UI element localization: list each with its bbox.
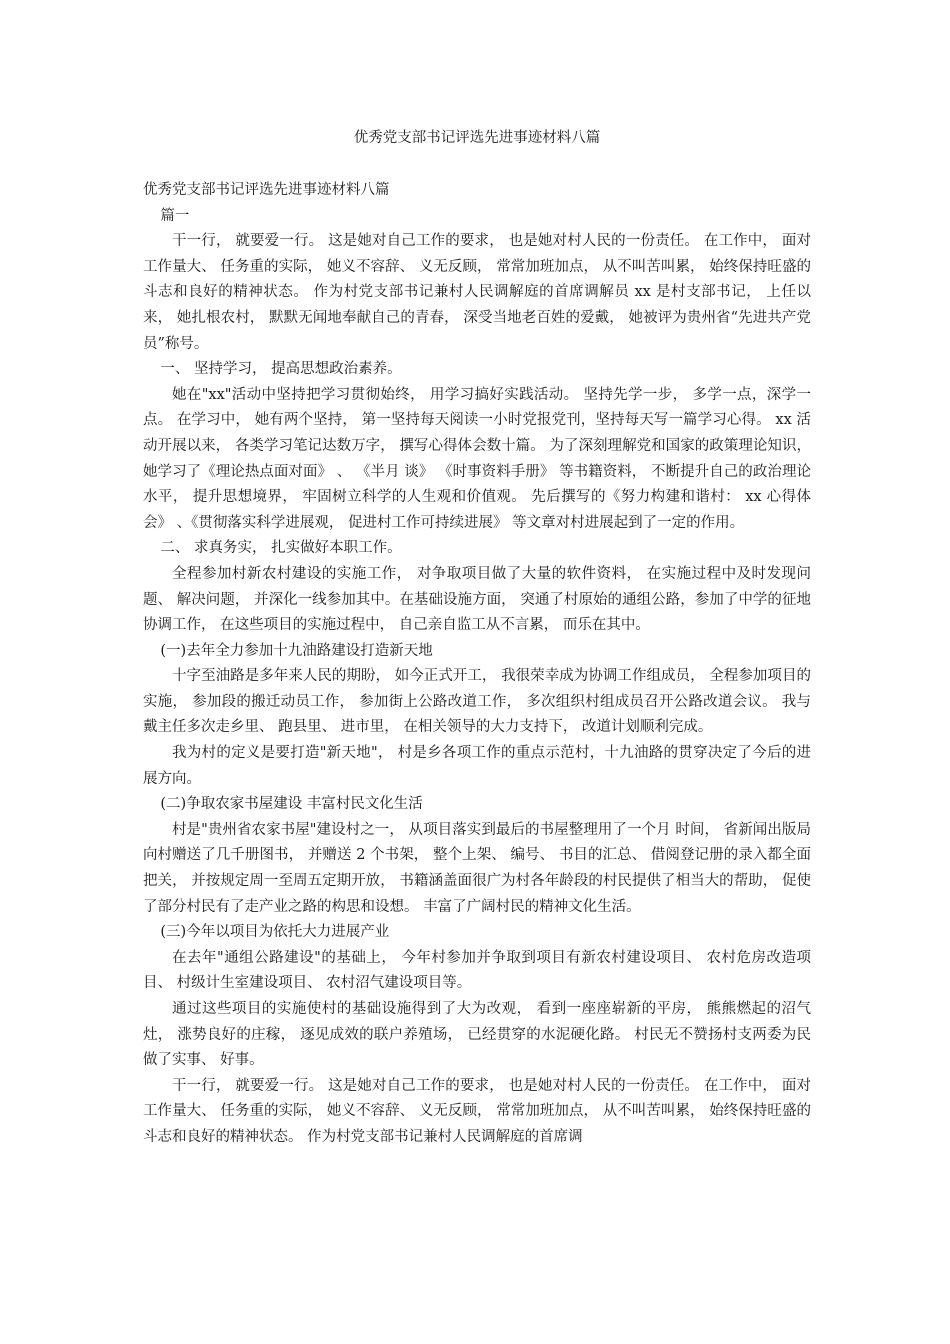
- body-paragraph: 她在"xx"活动中坚持把学习贯彻始终， 用学习搞好实践活动。 坚持先学一步， 多学一点，深学一点。 在学习中， 她有两个坚持， 第一坚持每天阅读一小时党报党刊，坚持每天写一篇学习心得。 xx 活动开展以来， 各类学习笔记达数万字， 撰写心得体会数十篇。 为了深刻理解党和国家的政策理论知识，她学习了《理论热点面对面》 、 《半月 谈》 《时事资料手册》 等书籍资料， 不断提升自己的政治理论水平， 提升思想境界， 牢固树立科学的人生观和价值观。 先后撰写的《努力构建和谐村： xx 心得体会》 、《贯彻落实科学进展观， 促进村工作可持续进展》 等文章对村进展起到了一定的作用。: [143, 386, 811, 531]
- subsection-heading: (一)去年全力参加十九油路建设打造新天地: [160, 642, 433, 659]
- section-heading: 篇一: [160, 207, 190, 224]
- body-paragraph: 在去年"通组公路建设"的基础上， 今年村参加并争取到项目有新农村建设项目、 农村危房改造项目、 村级计生室建设项目、 农村沼气建设项目等。: [143, 949, 811, 992]
- body-paragraph: 干一行， 就要爱一行。 这是她对自己工作的要求， 也是她对村人民的一份责任。 在工作中， 面对工作量大、 任务重的实际， 她义不容辞、 义无反顾， 常常加班加点， 从不叫苦叫累， 始终保持旺盛的斗志和良好的精神状态。 作为村党支部书记兼村人民调解庭的首席调解员 xx 是村支部书记， 上任以来， 她扎根农村， 默默无闻地奉献自己的青春， 深受当地老百姓的爱戴， 她被评为贵州省“先进共产党员”称号。: [143, 233, 811, 352]
- body-paragraph: 通过这些项目的实施使村的基础设施得到了大为改观， 看到一座座崭新的平房， 熊熊燃起的沼气灶， 涨势良好的庄稼， 逐见成效的联户养殖场， 已经贯穿的水泥硬化路。 村民无不赞扬村支两委为民做了实事、 好事。: [143, 1001, 811, 1069]
- body-paragraph: 全程参加村新农村建设的实施工作， 对争取项目做了大量的软件资料， 在实施过程中及时发现问题、 解决问题， 并深化一线参加其中。在基础设施方面， 突通了村原始的通组公路，参加了中学的征地协调工作， 在这些项目的实施过程中， 自己亲自监工从不言累， 而乐在其中。: [143, 565, 811, 634]
- body-paragraph: 村是"贵州省农家书屋"建设村之一， 从项目落实到最后的书屋整理用了一个月 时间， 省新闻出版局向村赠送了几千册图书， 并赠送 2 个书架， 整个上架、 编号、 书目的汇总、 借阅登记册的录入都全面把关， 并按规定周一至周五定期开放， 书籍涵盖面很广为村各年龄段的村民提供了相当大的帮助， 促使了部分村民有了走产业之路的构思和设想。 丰富了广阔村民的精神文化生活。: [143, 821, 811, 915]
- subsection-heading: (三)今年以项目为依托大力进展产业: [160, 924, 390, 941]
- section-heading: 二、 求真务实， 扎实做好本职工作。: [160, 540, 402, 557]
- body-paragraph: 干一行， 就要爱一行。 这是她对自己工作的要求， 也是她对村人民的一份责任。 在工作中， 面对工作量大、 任务重的实际， 她义不容辞、 义无反顾， 常常加班加点， 从不叫苦叫累， 始终保持旺盛的斗志和良好的精神状态。 作为村党支部书记兼村人民调解庭的首席调: [143, 1077, 811, 1145]
- body-paragraph: 十字至油路是多年来人民的期盼， 如今正式开工， 我很荣幸成为协调工作组成员， 全程参加项目的实施， 参加段的搬迁动员工作， 参加街上公路改道工作， 多次组织村组成员召开公路改道会议。 我与戴主任多次走乡里、 跑县里、 进市里， 在相关领导的大力支持下， 改道计划顺利完成。: [143, 668, 811, 736]
- document-subtitle: 优秀党支部书记评选先进事迹材料八篇: [143, 182, 390, 198]
- document-title: 优秀党支部书记评选先进事迹材料八篇: [353, 130, 601, 146]
- document-body: [143, 178, 811, 1151]
- subsection-heading: (二)争取农家书屋建设 丰富村民文化生活: [160, 796, 423, 813]
- section-heading: 一、 坚持学习， 提高思想政治素养。: [160, 361, 402, 378]
- body-paragraph: 我为村的定义是要打造"新天地"， 村是乡各项工作的重点示范村，十九油路的贯穿决定了今后的进展方向。: [143, 745, 811, 787]
